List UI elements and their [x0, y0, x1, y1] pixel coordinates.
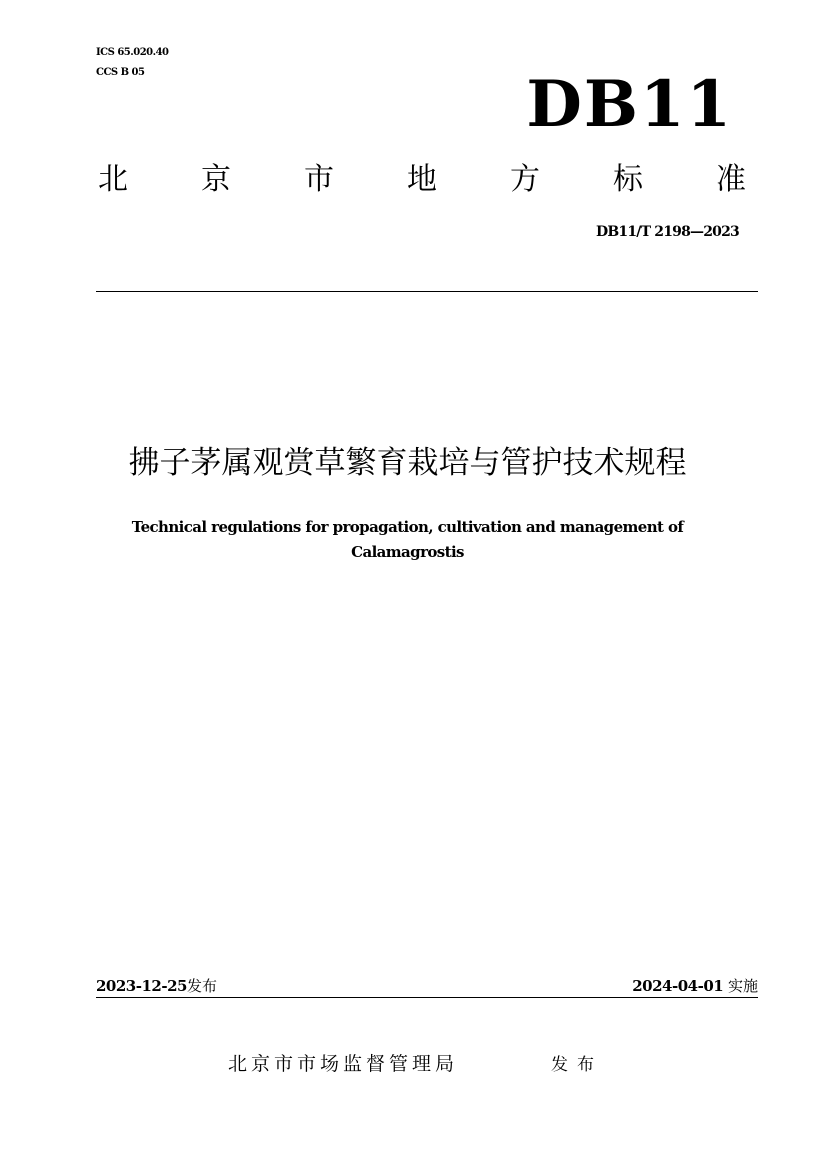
implement-label: 实施	[727, 977, 758, 995]
standard-type-heading	[98, 160, 746, 200]
issuing-authority: 北京市市场监督管理局	[228, 1053, 459, 1075]
standard-number: DB11/T 2198—2023	[596, 224, 739, 240]
heading-char: 标	[613, 162, 643, 197]
heading-char: 方	[510, 162, 540, 197]
release-label: 发布	[186, 977, 217, 995]
title-en-line: Calamagrostis	[351, 543, 464, 561]
classification-codes	[96, 43, 169, 83]
date-bar	[96, 975, 758, 998]
heading-char: 北	[98, 162, 128, 197]
ccs-code: CCS B 05	[96, 67, 145, 78]
standard-series-mark: DB11	[526, 67, 733, 142]
header-divider	[96, 291, 758, 292]
release-date: 2023-12-25	[96, 977, 187, 995]
document-title-en	[60, 515, 755, 565]
title-en-line: Technical regulations for propagation, cultivation and management of	[131, 518, 684, 536]
issue-label: 发布	[551, 1055, 603, 1075]
implement-date: 2024-04-01	[632, 977, 724, 995]
ics-code: ICS 65.020.40	[96, 47, 169, 58]
heading-char: 地	[407, 162, 437, 197]
heading-char: 京	[201, 162, 231, 197]
heading-char: 市	[304, 162, 334, 197]
release-date-block	[96, 975, 217, 996]
implement-date-block	[632, 975, 758, 996]
document-title-zh: 拂子茅属观赏草繁育栽培与管护技术规程	[128, 445, 687, 481]
heading-char: 准	[716, 162, 746, 197]
